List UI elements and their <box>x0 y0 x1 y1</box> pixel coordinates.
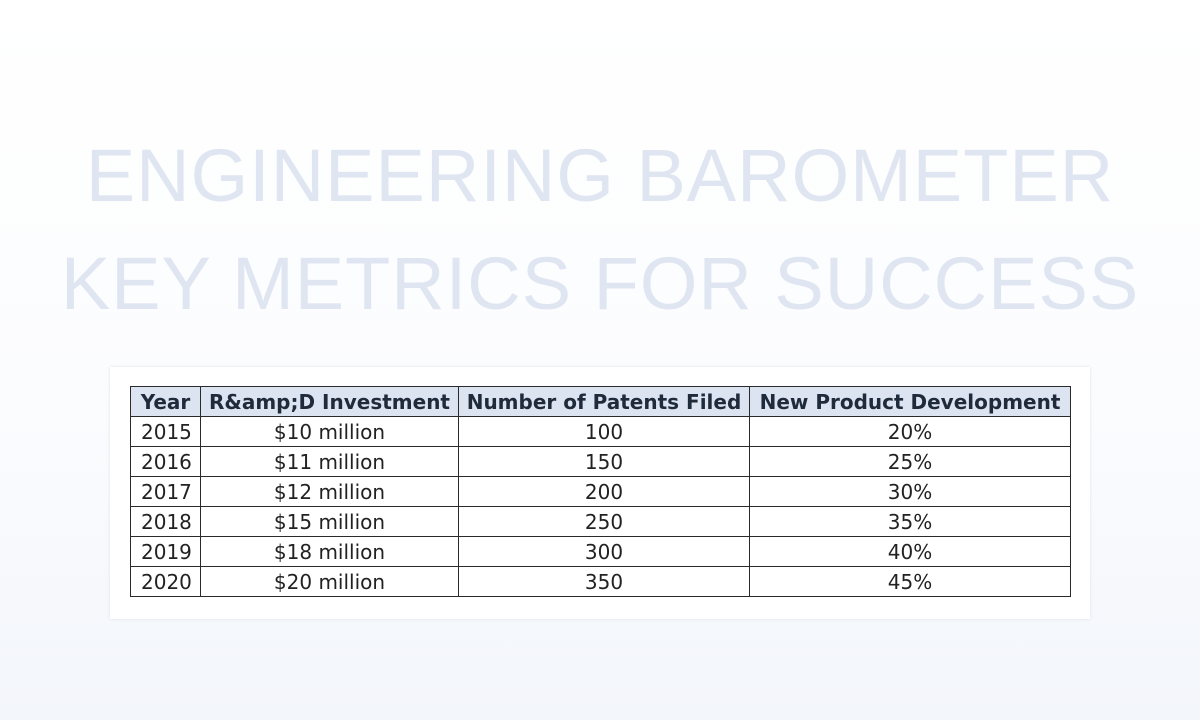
cell-rd-investment[interactable]: $10 million <box>201 417 459 447</box>
page-title <box>0 122 1200 338</box>
cell-year[interactable]: 2019 <box>131 537 201 567</box>
header-rd-investment[interactable]: R&amp;D Investment <box>201 387 459 417</box>
cell-patents-filed[interactable]: 250 <box>459 507 750 537</box>
cell-rd-investment[interactable]: $12 million <box>201 477 459 507</box>
cell-year[interactable]: 2015 <box>131 417 201 447</box>
cell-year[interactable]: 2020 <box>131 567 201 597</box>
cell-year[interactable]: 2017 <box>131 477 201 507</box>
spreadsheet-card <box>110 367 1090 619</box>
cell-rd-investment[interactable]: $20 million <box>201 567 459 597</box>
cell-patents-filed[interactable]: 200 <box>459 477 750 507</box>
cell-rd-investment[interactable]: $15 million <box>201 507 459 537</box>
table-row <box>131 447 1071 477</box>
cell-new-product-development[interactable]: 45% <box>750 567 1071 597</box>
table-row <box>131 507 1071 537</box>
cell-patents-filed[interactable]: 150 <box>459 447 750 477</box>
cell-new-product-development[interactable]: 20% <box>750 417 1071 447</box>
header-year[interactable]: Year <box>131 387 201 417</box>
cell-new-product-development[interactable]: 25% <box>750 447 1071 477</box>
cell-patents-filed[interactable]: 300 <box>459 537 750 567</box>
header-patents-filed[interactable]: Number of Patents Filed <box>459 387 750 417</box>
cell-rd-investment[interactable]: $18 million <box>201 537 459 567</box>
cell-rd-investment[interactable]: $11 million <box>201 447 459 477</box>
cell-year[interactable]: 2016 <box>131 447 201 477</box>
table-row <box>131 537 1071 567</box>
cell-new-product-development[interactable]: 30% <box>750 477 1071 507</box>
table-row <box>131 417 1071 447</box>
table-row <box>131 567 1071 597</box>
cell-new-product-development[interactable]: 35% <box>750 507 1071 537</box>
header-new-product-development[interactable]: New Product Development <box>750 387 1071 417</box>
table-header-row <box>131 387 1071 417</box>
cell-year[interactable]: 2018 <box>131 507 201 537</box>
cell-patents-filed[interactable]: 350 <box>459 567 750 597</box>
cell-patents-filed[interactable]: 100 <box>459 417 750 447</box>
table-row <box>131 477 1071 507</box>
title-line-1: ENGINEERING BAROMETER <box>85 134 1115 217</box>
metrics-table <box>130 386 1071 597</box>
cell-new-product-development[interactable]: 40% <box>750 537 1071 567</box>
title-line-2: KEY METRICS FOR SUCCESS <box>60 242 1140 325</box>
